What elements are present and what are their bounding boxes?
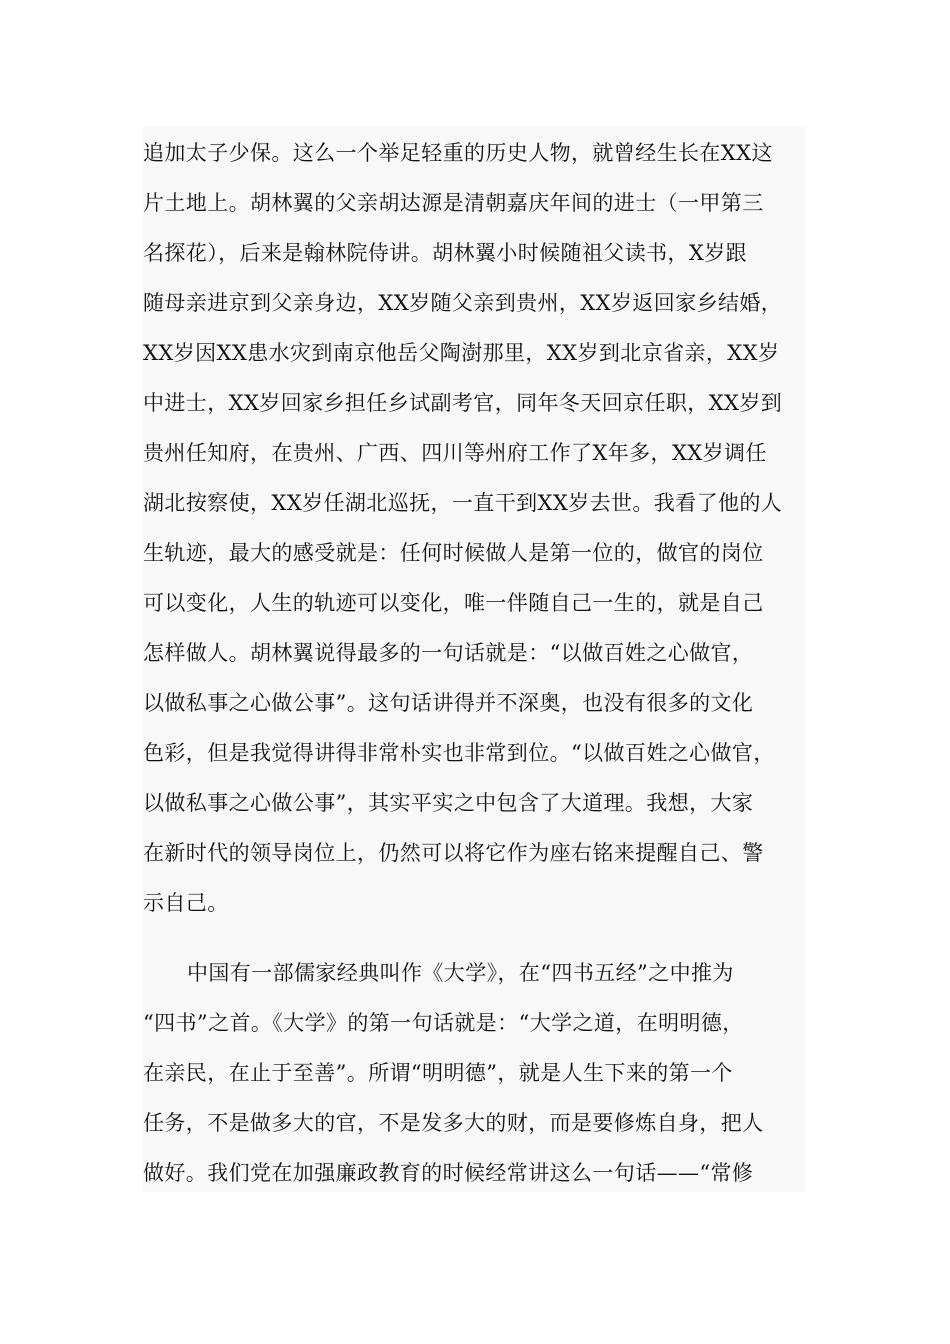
paragraph-1-line: 在新时代的领导岗位上，仍然可以将它作为座右铭来提醒自己、警 <box>143 841 764 865</box>
paragraph-1-line: 生轨迹，最大的感受就是：任何时候做人是第一位的，做官的岗位 <box>143 541 764 565</box>
paragraph-1-line: 片土地上。胡林翼的父亲胡达源是清朝嘉庆年间的进士（一甲第三 <box>143 191 764 215</box>
paragraph-1-line: 追加太子少保。这么一个举足轻重的历史人物，就曾经生长在XX这 <box>143 141 773 165</box>
paragraph-1-line: 贵州任知府，在贵州、广西、四川等州府工作了X年多，XX岁调任 <box>143 441 767 465</box>
paragraph-1-line: 色彩，但是我觉得讲得非常朴实也非常到位。“以做百姓之心做官， <box>143 741 775 765</box>
paragraph-1-line: 示自己。 <box>143 891 229 915</box>
paragraph-2-line: 任务，不是做多大的官，不是发多大的财，而是要修炼自身，把人 <box>143 1111 764 1135</box>
paragraph-1-line: 名探花），后来是翰林院侍讲。胡林翼小时候随祖父读书，X岁跟 <box>143 241 748 265</box>
paragraph-1-line: 湖北按察使，XX岁任湖北巡抚，一直干到XX岁去世。我看了他的人 <box>143 491 783 515</box>
paragraph-2-line: 做好。我们党在加强廉政教育的时候经常讲这么一句话——“常修 <box>143 1161 754 1185</box>
paragraph-1-line: 随母亲进京到父亲身边，XX岁随父亲到贵州，XX岁返回家乡结婚， <box>143 291 783 315</box>
paragraph-1-line: 可以变化，人生的轨迹可以变化，唯一伴随自己一生的，就是自己 <box>143 591 764 615</box>
paragraph-1-line: XX岁因XX患水灾到南京他岳父陶澍那里，XX岁到北京省亲，XX岁 <box>143 341 780 365</box>
paragraph-2-line: 中国有一部儒家经典叫作《大学》，在“四书五经”之中推为 <box>187 961 734 985</box>
paragraph-2-line: “四书”之首。《大学》的第一句话就是：“大学之道，在明明德， <box>143 1011 744 1035</box>
paragraph-1-line: 以做私事之心做公事”，其实平实之中包含了大道理。我想，大家 <box>143 791 754 815</box>
paragraph-2-line: 在亲民，在止于至善”。所谓“明明德”，就是人生下来的第一个 <box>143 1061 733 1085</box>
paragraph-1-line: 中进士，XX岁回家乡担任乡试副考官，同年冬天回京任职，XX岁到 <box>143 391 783 415</box>
paragraph-1-line: 以做私事之心做公事”。这句话讲得并不深奥，也没有很多的文化 <box>143 691 754 715</box>
paragraph-1-line: 怎样做人。胡林翼说得最多的一句话就是：“以做百姓之心做官， <box>143 641 754 665</box>
